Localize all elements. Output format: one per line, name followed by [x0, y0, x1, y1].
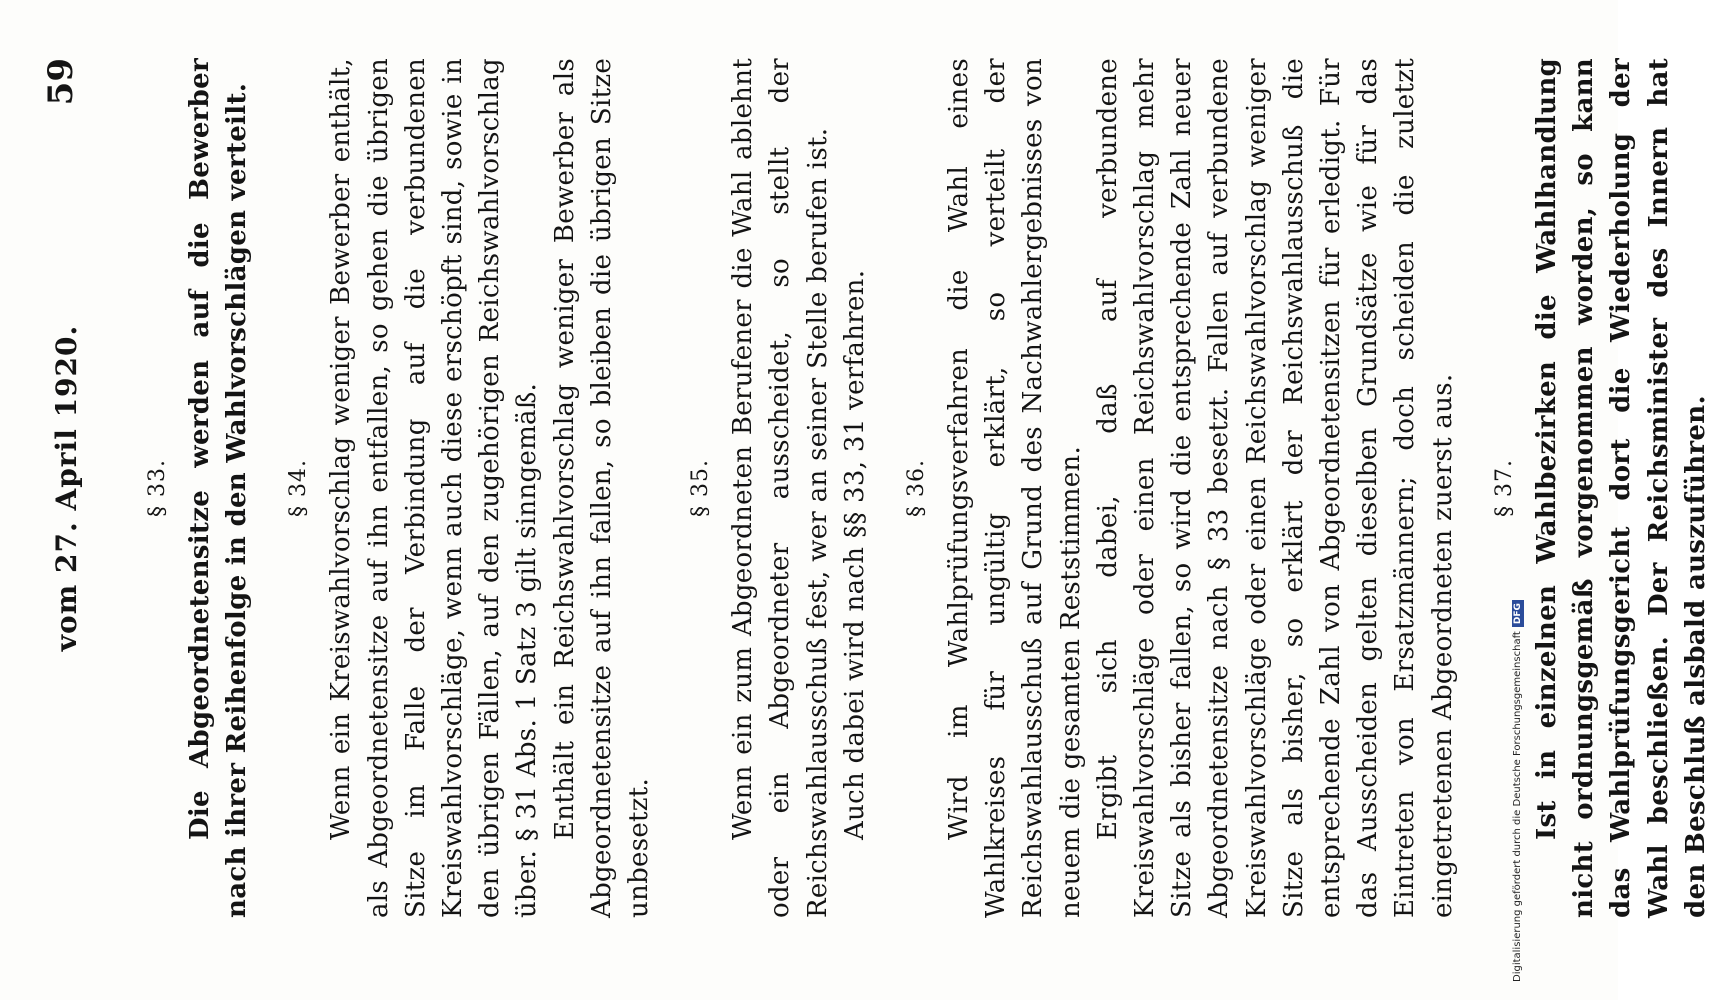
section-heading: § 34.: [286, 459, 312, 517]
section-heading: § 37.: [1491, 459, 1517, 517]
paragraph: Enthält ein Reichswahlvorschlag weniger Bewerber als Abgeordnetensitze auf ihn fallen, so bleiben die übrigen Sitze unbesetzt.: [549, 58, 655, 918]
paragraph: Die Abgeordnetensitze werden auf die Bewerber nach ihrer Reihenfolge in den Wahlvorschlägen verteilt.: [185, 58, 253, 918]
paragraph: Auch dabei wird nach §§ 33, 31 verfahren.: [839, 269, 870, 840]
section-34: [286, 58, 658, 918]
section-heading: § 33.: [145, 459, 170, 517]
dfg-logo: DFG: [1512, 600, 1524, 627]
digitization-credit: [1512, 600, 1524, 982]
section-heading: § 35.: [688, 459, 714, 517]
paragraph: Ergibt sich dabei, daß auf verbundene Kreiswahlvorschläge oder einen Reichswahlvorschlag mehr Sitze als bisher fallen, so wird die entsprechende Zahl neuer Abgeordnetensitze nach § 33 besetzt. Fallen auf verbundene Kreiswahlvorschläge oder einen Reichswahlvorschlag weniger Sitze als bisher, so erklärt der Reichswahlausschuß die entsprechende Zahl von Abgeordnetensitzen für erledigt. Für das Ausscheiden gelten dieselben Grundsätze wie für das Eintreten von Ersatzmännern; doch scheiden die zuletzt eingetretenen Abgeordneten zuerst aus.: [1092, 58, 1458, 918]
section-33: [145, 58, 256, 918]
paragraph: Ist in einzelnen Wahlbezirken die Wahlhandlung nicht ordnungsgemäß vorgenommen worden, so kann das Wahlprüfungsgericht dort die Wiederholung der Wahl beschließen. Der Reichsminister des Innern hat den Beschluß alsbald auszuführen.: [1531, 58, 1711, 918]
section-heading: § 36.: [904, 459, 930, 517]
credit-text: Digitalisierung gefördert durch die Deutsche Forschungsgemeinschaft: [1512, 631, 1523, 982]
section-37: [1492, 58, 1715, 918]
paragraph: Wird im Wahlprüfungsverfahren die Wahl eines Wahlkreises für ungültig erklärt, so verteilt der Reichswahlausschuß auf Grund des Nachwahlergebnisses von neuem die gesamten Reststimmen.: [944, 58, 1086, 918]
paragraph: Wenn ein Kreiswahlvorschlag weniger Bewerber enthält, als Abgeordnetensitze auf ihn entfallen, so gehen die übrigen Sitze im Falle der Verbindung auf die verbundenen Kreiswahlvorschläge, wenn auch diese erschöpft sind, sowie in den übrigen Fällen, auf den zugehörigen Reichswahlvorschlag über. § 31 Abs. 1 Satz 3 gilt sinngemäß.: [326, 58, 543, 918]
running-head: vom 27. April 1920.: [50, 324, 83, 652]
section-35: [688, 58, 874, 918]
section-36: [904, 58, 1462, 918]
page-header: [41, 58, 89, 918]
paragraph: Wenn ein zum Abgeordneten Berufener die Wahl ablehnt oder ein Abgeordneter ausscheidet, so stellt der Reichswahlausschuß fest, wer an seiner Stelle berufen ist.: [728, 58, 833, 918]
page-number: 59: [41, 58, 81, 106]
document-page: [41, 48, 1711, 928]
